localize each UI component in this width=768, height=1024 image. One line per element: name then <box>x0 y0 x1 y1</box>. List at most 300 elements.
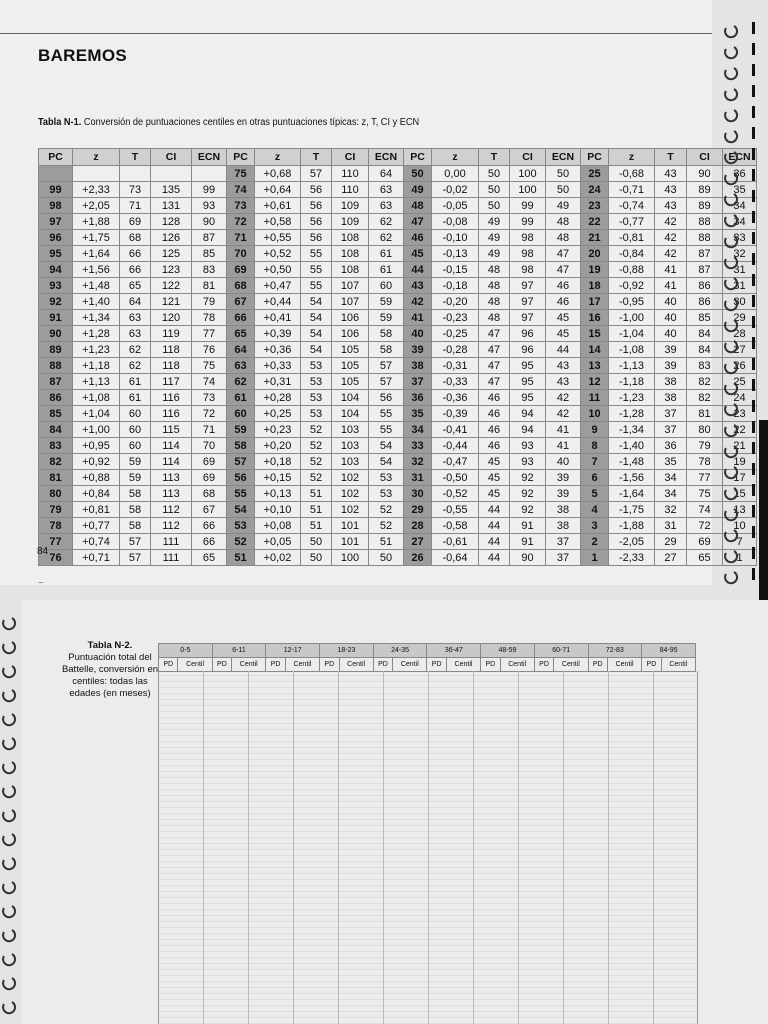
spiral-loop <box>3 786 15 797</box>
table-cell: 56 <box>301 198 332 214</box>
table-cell: 81 <box>192 278 227 294</box>
table-cell-pc: 23 <box>581 198 609 214</box>
table-cell-pc: 55 <box>227 486 255 502</box>
table-cell: 37 <box>655 406 687 422</box>
table-cell: 87 <box>687 262 723 278</box>
table-cell: -0,15 <box>432 262 479 278</box>
table-cell: -1,28 <box>609 406 655 422</box>
table-cell: 112 <box>151 502 192 518</box>
table-cell: 61 <box>120 390 151 406</box>
table-cell: 114 <box>151 454 192 470</box>
table-cell: 110 <box>332 182 369 198</box>
table-n2-subheader-centil: Centil <box>446 658 480 672</box>
table-cell-pc: 50 <box>404 166 432 182</box>
table-cell-pc: 63 <box>227 358 255 374</box>
table-cell: 58 <box>369 342 404 358</box>
table-row <box>39 502 757 518</box>
table-cell-pc: 13 <box>581 358 609 374</box>
table-cell <box>192 166 227 182</box>
table-cell: +0,81 <box>73 502 120 518</box>
table-cell: 51 <box>369 534 404 550</box>
table-cell: 57 <box>301 166 332 182</box>
spiral-hole <box>752 106 755 118</box>
table-cell: 21 <box>723 438 757 454</box>
table-cell: 71 <box>120 198 151 214</box>
table-cell: 131 <box>151 198 192 214</box>
table-row <box>39 246 757 262</box>
table-cell-pc: 90 <box>39 326 73 342</box>
table-cell: 112 <box>151 518 192 534</box>
table-cell: 35 <box>723 182 757 198</box>
table-cell-pc: 49 <box>404 182 432 198</box>
table-cell: 29 <box>723 310 757 326</box>
table-row <box>39 534 757 550</box>
table-cell-pc: 65 <box>227 326 255 342</box>
table-cell: 31 <box>723 278 757 294</box>
table-cell: +0,88 <box>73 470 120 486</box>
table-n1-header-z: z <box>432 149 479 166</box>
table-cell: 107 <box>332 278 369 294</box>
spiral-loop <box>3 810 15 821</box>
table-cell: 37 <box>546 534 581 550</box>
table-cell: 54 <box>369 438 404 454</box>
table-n2-title-text: Puntuación total del Battelle, conversión en centiles: todas las edades (en meses) <box>61 652 159 699</box>
table-cell-pc: 35 <box>404 406 432 422</box>
table-cell-pc: 53 <box>227 518 255 534</box>
spiral-loop <box>3 978 15 989</box>
table-cell: 125 <box>151 246 192 262</box>
table-cell: 58 <box>369 326 404 342</box>
table-cell-pc: 84 <box>39 422 73 438</box>
table-cell-pc: 92 <box>39 294 73 310</box>
table-n2-subheader-pd: PD <box>373 658 392 672</box>
spiral-hole <box>752 64 755 76</box>
table-cell: +1,88 <box>73 214 120 230</box>
table-cell: 23 <box>723 406 757 422</box>
spiral-loop <box>725 152 737 163</box>
table-cell-pc: 12 <box>581 374 609 390</box>
spiral-hole <box>752 400 755 412</box>
spiral-loop <box>725 257 737 268</box>
table-cell: 82 <box>687 374 723 390</box>
table-cell: 46 <box>479 438 510 454</box>
spiral-loop <box>725 383 737 394</box>
table-cell: 69 <box>192 470 227 486</box>
table-cell: 81 <box>687 406 723 422</box>
table-n2-age-group: 72-83 <box>588 644 642 658</box>
table-cell: 56 <box>301 214 332 230</box>
table-cell: +0,25 <box>255 406 301 422</box>
table-cell-pc: 71 <box>227 230 255 246</box>
table-n2-age-group: 24-35 <box>373 644 427 658</box>
spiral-loop <box>725 278 737 289</box>
table-row <box>39 470 757 486</box>
table-cell: 95 <box>510 358 546 374</box>
spiral-loop <box>3 690 15 701</box>
table-n1-header-z: z <box>255 149 301 166</box>
table-cell: 120 <box>151 310 192 326</box>
table-cell: +1,13 <box>73 374 120 390</box>
spiral-hole <box>752 358 755 370</box>
table-cell: 40 <box>546 454 581 470</box>
table-cell: -0,20 <box>432 294 479 310</box>
table-cell: +0,05 <box>255 534 301 550</box>
table-cell: 55 <box>369 422 404 438</box>
table-n2-subheader-pd: PD <box>534 658 553 672</box>
table-cell: 101 <box>332 534 369 550</box>
table-cell: 26 <box>723 358 757 374</box>
table-cell: -1,40 <box>609 438 655 454</box>
spiral-binding-left-icon <box>0 600 22 1024</box>
table-cell: 46 <box>546 278 581 294</box>
table-cell: 42 <box>655 230 687 246</box>
table-cell: 59 <box>369 294 404 310</box>
table-cell: +0,36 <box>255 342 301 358</box>
table-cell: 50 <box>546 166 581 182</box>
spiral-loop <box>725 110 737 121</box>
spiral-hole <box>752 43 755 55</box>
table-cell: +1,23 <box>73 342 120 358</box>
table-cell: 46 <box>546 294 581 310</box>
table-cell: 53 <box>369 470 404 486</box>
table-cell: 93 <box>510 438 546 454</box>
table-n2-subheader-row <box>159 658 696 672</box>
table-cell: 79 <box>192 294 227 310</box>
footer-mark: ~ <box>38 578 44 589</box>
table-n1-header-ecn: ECN <box>723 149 757 166</box>
table-cell: 24 <box>723 390 757 406</box>
table-n1-header-t: T <box>301 149 332 166</box>
table-cell: 50 <box>479 198 510 214</box>
table-cell: +1,75 <box>73 230 120 246</box>
table-n1-caption-text: Conversión de puntuaciones centiles en otras puntuaciones típicas: z, T, CI y ECN <box>83 117 420 128</box>
table-cell: 66 <box>120 262 151 278</box>
spiral-loop <box>725 320 737 331</box>
table-cell-pc: 7 <box>581 454 609 470</box>
table-cell: 91 <box>510 518 546 534</box>
table-n2-subheader-pd: PD <box>427 658 446 672</box>
table-cell-pc: 58 <box>227 438 255 454</box>
table-cell: 106 <box>332 326 369 342</box>
table-cell-pc: 24 <box>581 182 609 198</box>
table-n2-title-label: Tabla N-2. <box>87 640 133 651</box>
table-cell-pc: 33 <box>404 438 432 454</box>
table-cell-pc: 56 <box>227 470 255 486</box>
spiral-loop <box>3 618 15 629</box>
table-cell: +0,61 <box>255 198 301 214</box>
table-cell: 31 <box>655 518 687 534</box>
table-cell: 103 <box>332 422 369 438</box>
spiral-loop <box>3 882 15 893</box>
table-cell-pc: 11 <box>581 390 609 406</box>
table-cell: -0,05 <box>432 198 479 214</box>
spiral-hole <box>752 505 755 517</box>
table-row <box>39 438 757 454</box>
table-cell-pc: 47 <box>404 214 432 230</box>
table-cell: 111 <box>151 534 192 550</box>
table-cell: 36 <box>655 438 687 454</box>
table-cell: +0,33 <box>255 358 301 374</box>
table-cell-pc: 26 <box>404 550 432 566</box>
table-cell: 85 <box>687 310 723 326</box>
table-cell-pc: 2 <box>581 534 609 550</box>
spiral-loop <box>725 530 737 541</box>
table-cell-pc: 22 <box>581 214 609 230</box>
table-n2-age-row <box>159 644 696 658</box>
spiral-hole <box>752 547 755 559</box>
spiral-hole <box>752 379 755 391</box>
table-cell: +0,84 <box>73 486 120 502</box>
table-cell: 66 <box>120 246 151 262</box>
table-cell: 84 <box>687 326 723 342</box>
table-cell: 59 <box>120 470 151 486</box>
table-cell: 53 <box>301 390 332 406</box>
table-cell: 119 <box>151 326 192 342</box>
table-cell: 49 <box>546 198 581 214</box>
table-cell: 74 <box>687 502 723 518</box>
table-cell: 40 <box>655 310 687 326</box>
table-cell: 71 <box>192 422 227 438</box>
table-cell: -0,52 <box>432 486 479 502</box>
table-cell: 41 <box>655 278 687 294</box>
table-n1-header-ci: CI <box>687 149 723 166</box>
table-cell-pc: 21 <box>581 230 609 246</box>
table-cell-pc: 69 <box>227 262 255 278</box>
table-cell: 92 <box>510 470 546 486</box>
table-n1-caption <box>38 117 419 128</box>
spiral-loop <box>725 425 737 436</box>
table-cell: 68 <box>192 486 227 502</box>
spiral-hole <box>752 253 755 265</box>
table-cell-pc: 8 <box>581 438 609 454</box>
table-cell <box>151 166 192 182</box>
table-cell: -1,88 <box>609 518 655 534</box>
table-cell: 27 <box>723 342 757 358</box>
table-cell: 52 <box>301 454 332 470</box>
table-cell: 45 <box>479 486 510 502</box>
table-cell: 49 <box>479 230 510 246</box>
table-cell: 99 <box>510 198 546 214</box>
table-cell: 57 <box>120 534 151 550</box>
table-cell: 34 <box>655 486 687 502</box>
table-cell-pc: 9 <box>581 422 609 438</box>
table-cell-pc: 76 <box>39 550 73 566</box>
table-cell: 50 <box>479 166 510 182</box>
table-cell: -2,05 <box>609 534 655 550</box>
table-cell: 63 <box>369 182 404 198</box>
table-cell: 116 <box>151 406 192 422</box>
table-cell-pc: 29 <box>404 502 432 518</box>
table-cell: 74 <box>192 374 227 390</box>
table-cell: 42 <box>655 246 687 262</box>
table-cell: 108 <box>332 246 369 262</box>
table-cell: 80 <box>687 422 723 438</box>
table-cell: 51 <box>301 486 332 502</box>
table-cell: 48 <box>479 310 510 326</box>
table-cell: +0,08 <box>255 518 301 534</box>
table-cell: 43 <box>655 198 687 214</box>
table-cell: 58 <box>120 518 151 534</box>
table-cell: 63 <box>369 198 404 214</box>
table-cell-pc: 73 <box>227 198 255 214</box>
table-n1-header-pc: PC <box>404 149 432 166</box>
table-cell: 103 <box>332 438 369 454</box>
table-cell: 73 <box>120 182 151 198</box>
spiral-loop <box>725 173 737 184</box>
table-n2-subheader-centil: Centil <box>500 658 534 672</box>
table-cell: +1,56 <box>73 262 120 278</box>
table-cell: +0,41 <box>255 310 301 326</box>
spiral-hole <box>752 148 755 160</box>
table-cell: 62 <box>369 214 404 230</box>
table-cell: 7 <box>723 534 757 550</box>
spiral-loop <box>725 551 737 562</box>
table-cell: 48 <box>546 214 581 230</box>
table-cell-pc: 96 <box>39 230 73 246</box>
spiral-loop <box>725 341 737 352</box>
table-cell: +1,28 <box>73 326 120 342</box>
table-cell-pc: 36 <box>404 390 432 406</box>
table-cell: 43 <box>546 374 581 390</box>
table-cell: +1,40 <box>73 294 120 310</box>
spiral-loop <box>725 404 737 415</box>
table-row <box>39 262 757 278</box>
table-cell: 0,00 <box>432 166 479 182</box>
table-cell-pc: 95 <box>39 246 73 262</box>
table-cell-pc: 17 <box>581 294 609 310</box>
table-cell: +0,31 <box>255 374 301 390</box>
table-cell: 135 <box>151 182 192 198</box>
spiral-loop <box>725 362 737 373</box>
spiral-loop <box>3 762 15 773</box>
table-cell: 50 <box>301 550 332 566</box>
table-cell: 82 <box>687 390 723 406</box>
table-cell: -0,55 <box>432 502 479 518</box>
table-cell: 56 <box>301 230 332 246</box>
table-cell-pc: 86 <box>39 390 73 406</box>
table-cell-pc <box>39 166 73 182</box>
table-cell-pc: 19 <box>581 262 609 278</box>
table-cell: 35 <box>655 454 687 470</box>
table-cell-pc: 94 <box>39 262 73 278</box>
spiral-loop <box>3 642 15 653</box>
table-cell: 52 <box>301 422 332 438</box>
table-cell: 111 <box>151 550 192 566</box>
spiral-hole <box>752 274 755 286</box>
spiral-loop <box>3 1002 15 1013</box>
table-cell: 54 <box>369 454 404 470</box>
table-cell: 54 <box>301 294 332 310</box>
spiral-loop <box>3 954 15 965</box>
table-cell: 52 <box>301 470 332 486</box>
table-row <box>39 390 757 406</box>
table-cell: 49 <box>479 246 510 262</box>
table-cell: 92 <box>510 502 546 518</box>
table-cell: -0,39 <box>432 406 479 422</box>
table-cell: 42 <box>655 214 687 230</box>
table-cell: 102 <box>332 470 369 486</box>
table-cell: 47 <box>546 246 581 262</box>
table-cell: 52 <box>369 518 404 534</box>
table-n1-header-pc: PC <box>581 149 609 166</box>
table-cell: 99 <box>192 182 227 198</box>
table-cell: 47 <box>479 342 510 358</box>
table-cell: 102 <box>332 502 369 518</box>
spiral-hole <box>752 211 755 223</box>
spiral-loop <box>725 299 737 310</box>
table-cell: 116 <box>151 390 192 406</box>
table-cell: 36 <box>723 166 757 182</box>
table-cell-pc: 66 <box>227 310 255 326</box>
table-n2-age-group: 12-17 <box>266 644 320 658</box>
table-cell: -1,56 <box>609 470 655 486</box>
spiral-hole <box>752 442 755 454</box>
table-cell: 47 <box>546 262 581 278</box>
table-cell: 86 <box>687 294 723 310</box>
table-n2-subheader-centil: Centil <box>607 658 641 672</box>
table-cell: 123 <box>151 262 192 278</box>
table-cell: 22 <box>723 422 757 438</box>
table-cell: 101 <box>332 518 369 534</box>
table-cell-pc: 59 <box>227 422 255 438</box>
table-cell: -1,04 <box>609 326 655 342</box>
table-cell: +0,68 <box>255 166 301 182</box>
table-cell: 108 <box>332 262 369 278</box>
table-row <box>39 550 757 566</box>
table-cell: -1,00 <box>609 310 655 326</box>
table-cell: +0,92 <box>73 454 120 470</box>
table-cell: 25 <box>723 374 757 390</box>
table-cell: 91 <box>510 534 546 550</box>
table-cell <box>120 166 151 182</box>
table-cell: 55 <box>301 246 332 262</box>
table-cell-pc: 34 <box>404 422 432 438</box>
table-cell: 56 <box>301 182 332 198</box>
table-n1-header-ecn: ECN <box>546 149 581 166</box>
table-cell: 34 <box>723 198 757 214</box>
table-cell-pc: 45 <box>404 246 432 262</box>
table-cell: 65 <box>687 550 723 566</box>
table-cell: 118 <box>151 342 192 358</box>
spiral-hole <box>752 22 755 34</box>
table-cell: 30 <box>723 294 757 310</box>
table-row <box>39 358 757 374</box>
table-cell: -0,23 <box>432 310 479 326</box>
table-n2-subheader-pd: PD <box>266 658 285 672</box>
table-cell: -2,33 <box>609 550 655 566</box>
table-cell: 19 <box>723 454 757 470</box>
table-cell: +1,04 <box>73 406 120 422</box>
table-cell: 39 <box>546 470 581 486</box>
table-cell: 64 <box>369 166 404 182</box>
table-row <box>39 230 757 246</box>
table-cell: 56 <box>369 390 404 406</box>
table-cell: 93 <box>192 198 227 214</box>
table-cell: 73 <box>192 390 227 406</box>
table-cell: 114 <box>151 438 192 454</box>
table-cell-pc: 10 <box>581 406 609 422</box>
table-cell: 98 <box>510 230 546 246</box>
table-cell: -0,33 <box>432 374 479 390</box>
table-cell: 46 <box>479 406 510 422</box>
spiral-loop <box>725 68 737 79</box>
table-cell: 107 <box>332 294 369 310</box>
table-cell: 48 <box>479 262 510 278</box>
spiral-loop <box>3 714 15 725</box>
table-cell: 96 <box>510 342 546 358</box>
table-cell: -0,10 <box>432 230 479 246</box>
table-cell: 84 <box>687 342 723 358</box>
